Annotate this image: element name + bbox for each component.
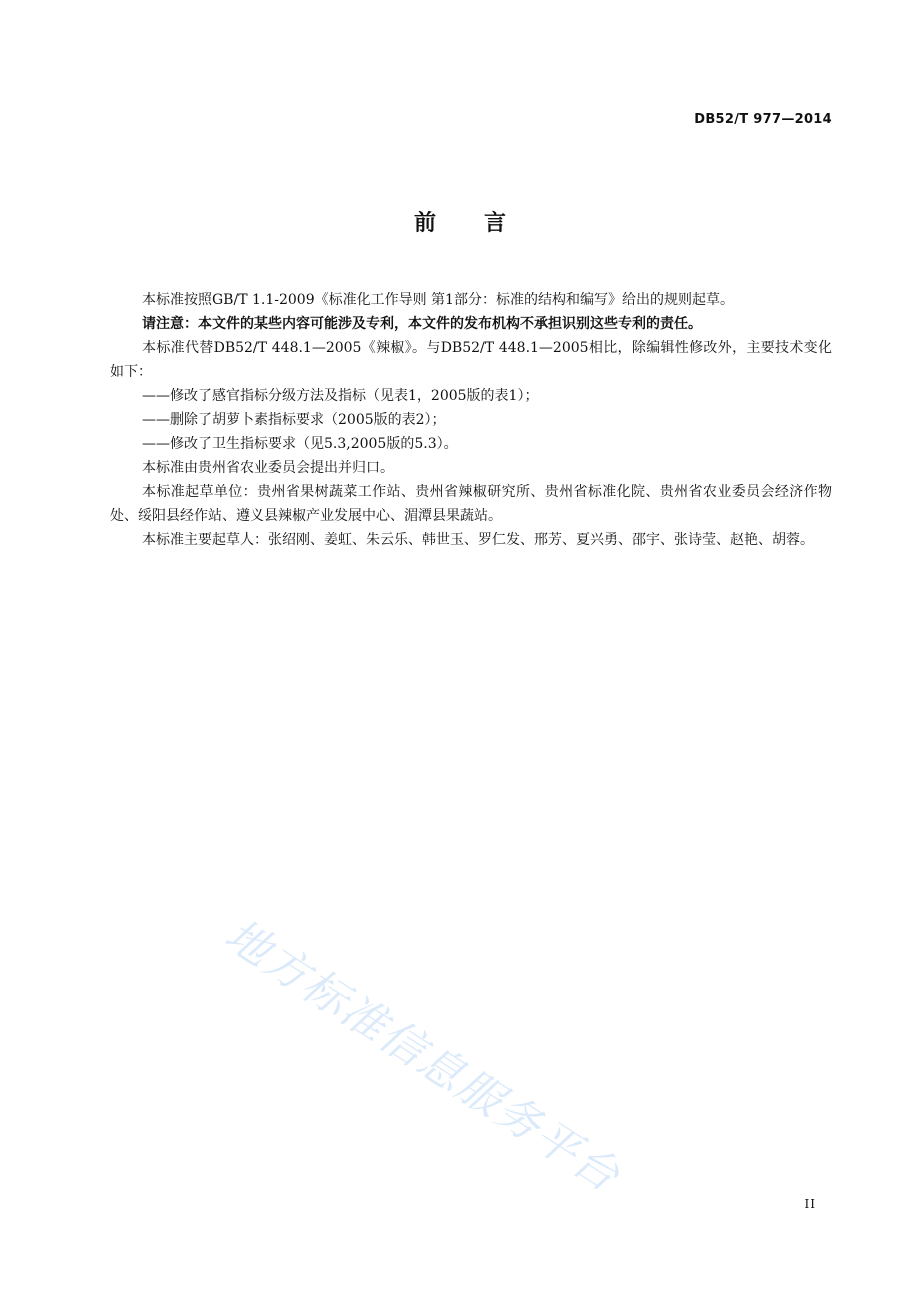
paragraph-drafting-units: 本标准起草单位：贵州省果树蔬菜工作站、贵州省辣椒研究所、贵州省标准化院、贵州省农业委员会经济作物处、绥阳县经作站、遵义县辣椒产业发展中心、湄潭县果蔬站。 <box>110 484 832 524</box>
foreword-body <box>110 288 832 552</box>
paragraph-drafting-rules: 本标准按照GB/T 1.1-2009《标准化工作导则 第1部分：标准的结构和编写》给出的规则起草。 <box>142 292 734 308</box>
change-item-hygiene: ——修改了卫生指标要求（见5.3,2005版的5.3）。 <box>142 436 458 452</box>
document-code: DB52/T 977—2014 <box>694 112 832 127</box>
change-item-sensory: ——修改了感官指标分级方法及指标（见表1，2005版的表1）； <box>142 388 539 404</box>
paragraph-drafters: 本标准主要起草人：张绍刚、姜虹、朱云乐、韩世玉、罗仁发、邢芳、夏兴勇、邵宇、张诗莹、赵艳、胡蓉。 <box>142 532 814 548</box>
page-title: 前言 <box>413 211 554 236</box>
page-number: II <box>804 1197 816 1211</box>
watermark: 地方标准信息服务平台 <box>215 909 630 1203</box>
paragraph-replacement: 本标准代替DB52/T 448.1—2005《辣椒》。与DB52/T 448.1—2005相比，除编辑性修改外，主要技术变化如下： <box>110 340 832 380</box>
change-item-carotene: ——删除了胡萝卜素指标要求（2005版的表2）； <box>142 412 446 428</box>
paragraph-proposer: 本标准由贵州省农业委员会提出并归口。 <box>142 460 394 476</box>
paragraph-patent-notice: 请注意：本文件的某些内容可能涉及专利，本文件的发布机构不承担识别这些专利的责任。 <box>142 316 702 332</box>
